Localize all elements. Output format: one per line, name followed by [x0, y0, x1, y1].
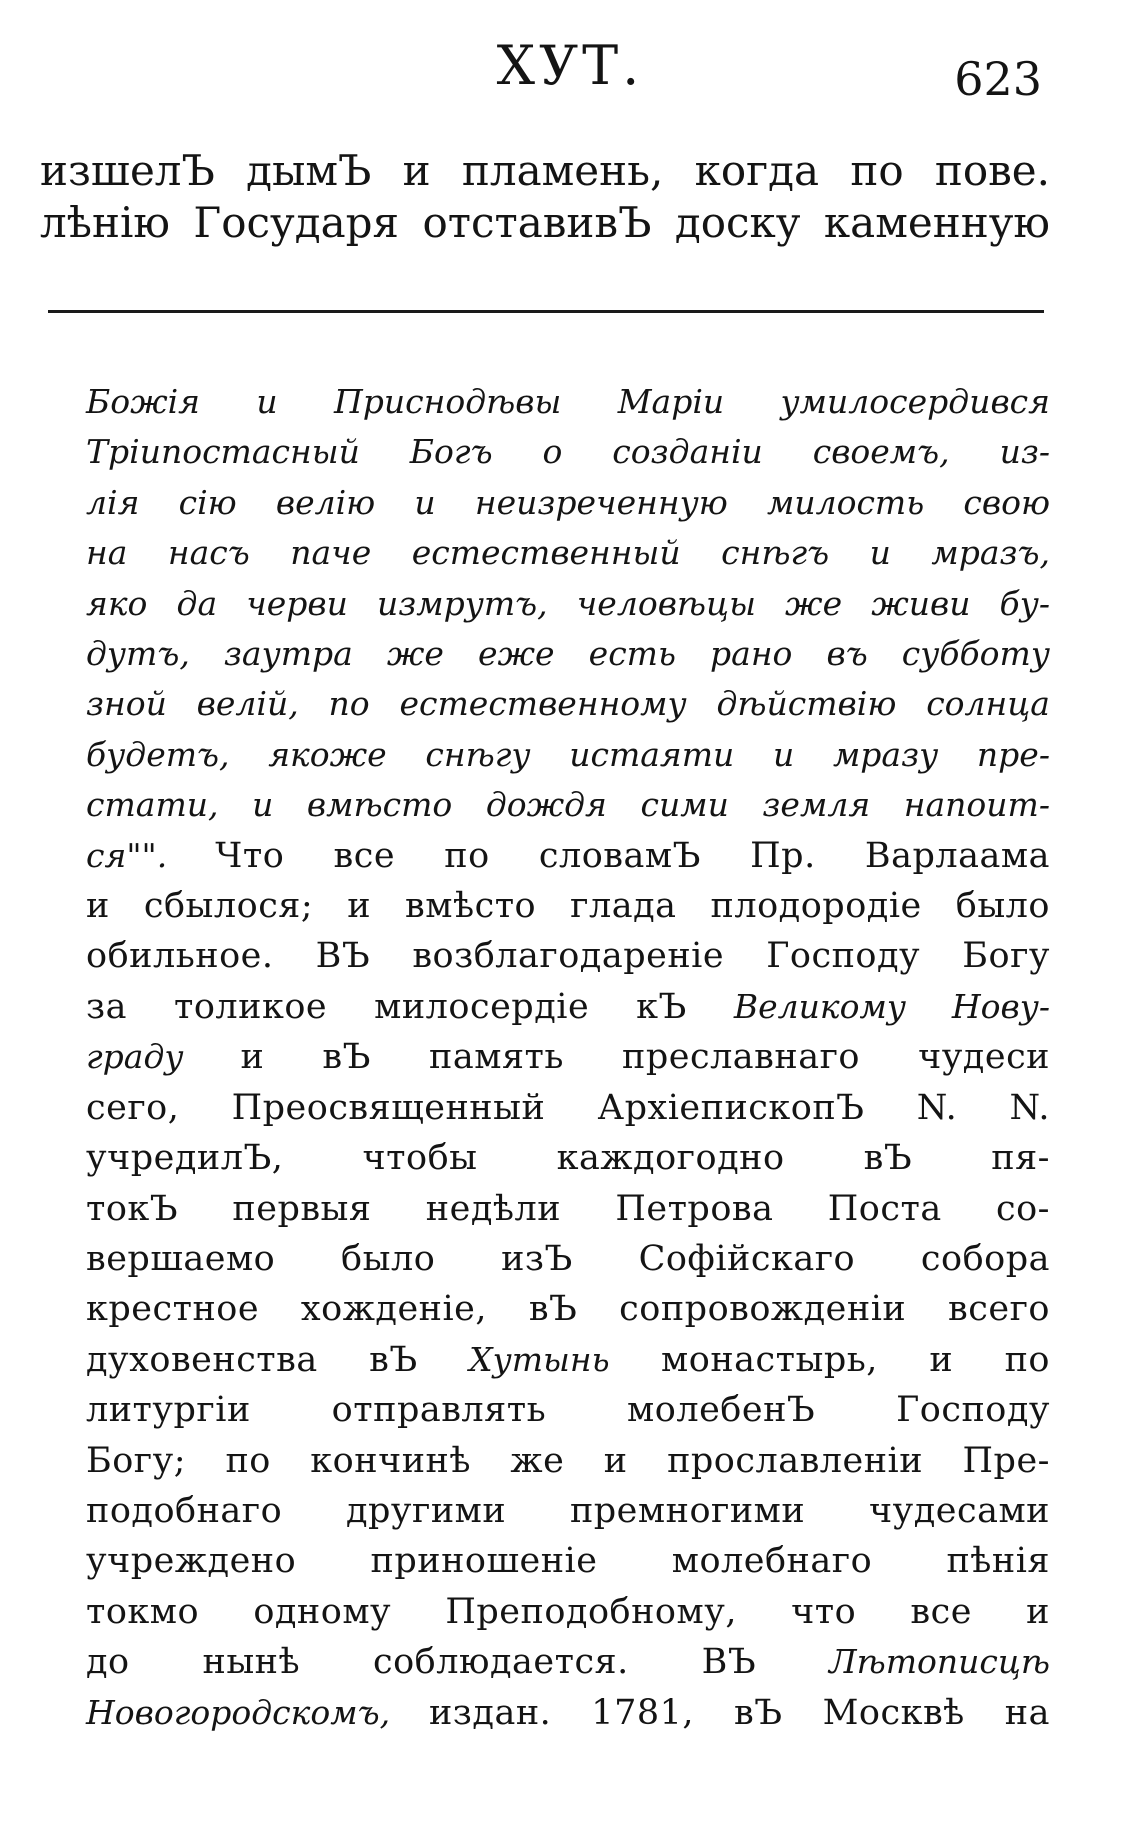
italic-run: Хутынь — [469, 1339, 610, 1379]
italic-run: стати, и вмѣсто дождя сими земля напоит- — [86, 785, 1050, 825]
italic-run: Великому Нову- — [733, 986, 1050, 1026]
footnote-line — [86, 528, 1050, 578]
roman-run: и сбылося; и вмѣсто глада плодородіе было — [86, 886, 1050, 927]
footnote-line — [86, 1234, 1050, 1284]
roman-run: издан. 1781, вЪ Москвѣ на — [428, 1692, 1050, 1733]
footnote-line — [86, 831, 1050, 881]
footnote-line — [86, 377, 1050, 427]
roman-run: вершаемо было изЪ Софійскаго собора — [86, 1238, 1050, 1279]
roman-run: Богу; по кончинѣ же и прославленіи Пре- — [86, 1440, 1050, 1481]
footnote-line — [86, 1536, 1050, 1586]
italic-run: Новогородскомъ, — [86, 1692, 429, 1732]
footnote-line — [86, 427, 1050, 477]
footnote-line — [86, 629, 1050, 679]
footnote-line — [86, 1385, 1050, 1435]
continued-text — [40, 145, 1050, 249]
italic-run: Тріипостасный Богъ о созданіи своемъ, из- — [86, 432, 1050, 472]
footnote-line — [86, 1335, 1050, 1385]
footnote-line — [86, 1486, 1050, 1536]
roman-run: обильное. ВЪ возблагодареніе Господу Богу — [86, 936, 1050, 977]
footnote-line — [86, 1688, 1050, 1738]
footnote-text — [86, 377, 1050, 1738]
footnote-line — [86, 1032, 1050, 1082]
italic-run: будетъ, якоже снѣгу истаяти и мразу пре- — [86, 734, 1050, 774]
footnote-line — [86, 679, 1050, 729]
footnote-line — [86, 1436, 1050, 1486]
roman-run: сего, Преосвященный АрхіепископЪ N. N. — [86, 1087, 1050, 1128]
italic-run: лія сію велію и неизреченную милость свою — [86, 482, 1050, 522]
roman-run: учредилЪ, чтобы каждогодно вЪ пя- — [86, 1138, 1050, 1179]
footnote-line — [86, 780, 1050, 830]
italic-run: Лѣтописцѣ — [829, 1642, 1050, 1682]
footnote-line — [86, 931, 1050, 981]
roman-run: за толикое милосердіе кЪ — [86, 986, 734, 1027]
footnote-line — [86, 478, 1050, 528]
roman-run: духовенства вЪ — [86, 1339, 470, 1380]
italic-run: Божія и Приснодѣвы Маріи умилосердився — [86, 382, 1050, 421]
page-number: 623 — [954, 52, 1042, 106]
footnote-line — [86, 1184, 1050, 1234]
roman-run: крестное хожденіе, вЪ сопровожденіи всего — [86, 1289, 1050, 1330]
footnote-line — [86, 881, 1050, 931]
roman-run: токЪ первыя недѣли Петрова Поста со- — [86, 1188, 1050, 1229]
italic-run: ся"". — [86, 835, 216, 875]
italic-run: дутъ, заутра же еже есть рано въ субботу — [86, 634, 1050, 674]
footnote-line — [86, 1587, 1050, 1637]
roman-run: подобнаго другими премногими чудесами — [86, 1490, 1050, 1531]
footnote-line — [86, 579, 1050, 629]
footnote-line — [86, 730, 1050, 780]
roman-run: монастырь, и по — [609, 1339, 1050, 1380]
italic-run: зной велій, по естественному дѣйствію солнца — [86, 684, 1050, 724]
footnote-line — [86, 1083, 1050, 1133]
footnote-line — [86, 1133, 1050, 1183]
roman-run: литургіи отправлять молебенЪ Господу — [86, 1390, 1050, 1431]
text-line: изшелЪ дымЪ и пламень, когда по пове. — [40, 146, 1050, 195]
italic-run: на насъ паче естественный снѣгъ и мразъ, — [86, 533, 1050, 573]
running-header: ХУТ. — [496, 34, 644, 97]
italic-run: яко да черви измрутъ, человѣцы же живи бу- — [86, 583, 1050, 623]
footnote-line — [86, 982, 1050, 1032]
italic-run: граду — [86, 1037, 241, 1077]
roman-run: учреждено приношеніе молебнаго пѣнія — [86, 1541, 1050, 1582]
footnote-line — [86, 1637, 1050, 1687]
text-line: лѣнію Государя отставивЪ доску каменную — [40, 198, 1050, 247]
footnote-line — [86, 1284, 1050, 1334]
footnote-divider — [48, 310, 1044, 313]
roman-run: и вЪ память преславнаго чудеси — [240, 1037, 1051, 1078]
roman-run: до нынѣ соблюдается. ВЪ — [86, 1642, 830, 1683]
roman-run: токмо одному Преподобному, что все и — [86, 1591, 1050, 1632]
roman-run: Что все по словамЪ Пр. Варлаама — [215, 835, 1050, 876]
